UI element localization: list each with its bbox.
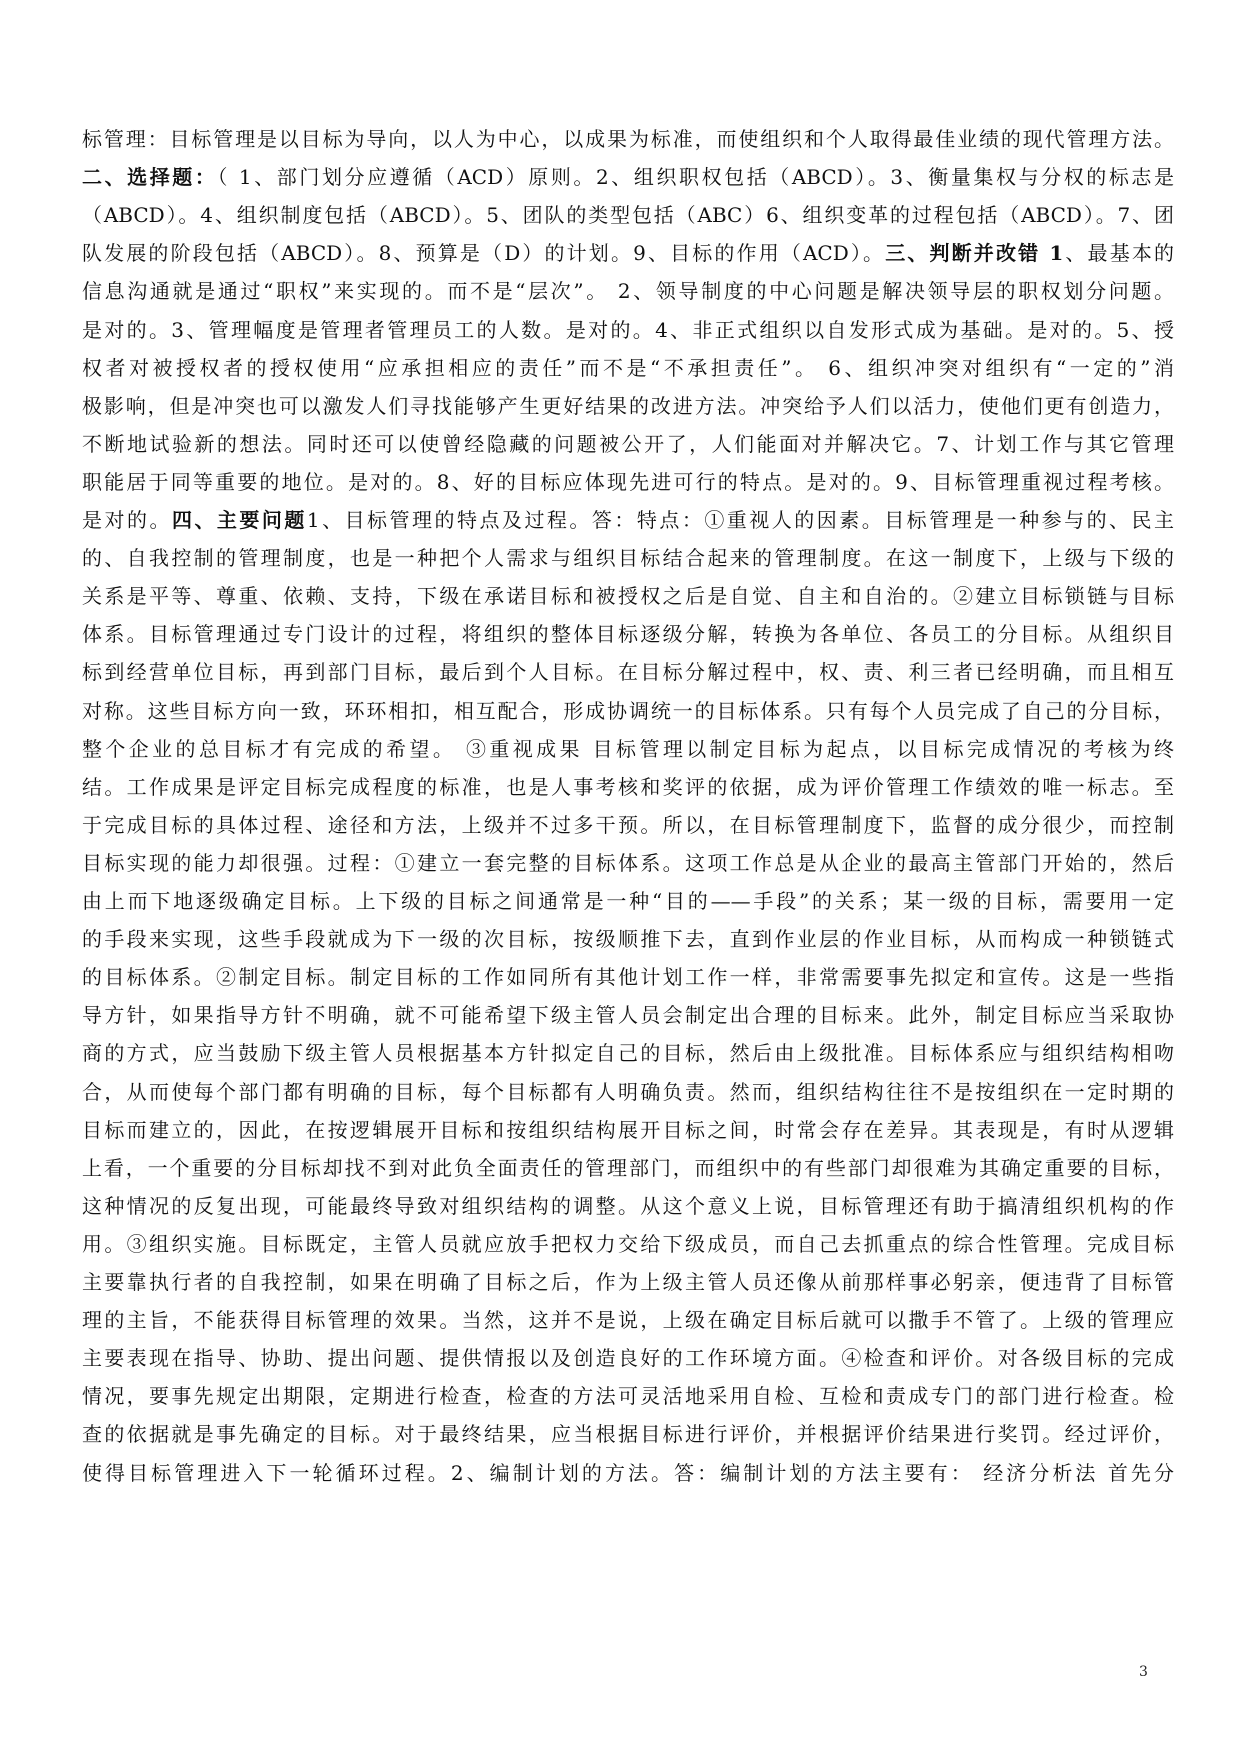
- text-segment: 主要靠执行者的自我控制，如果在明确了目标之后，作为上级主管人员还像从前那样事必躬亲，便违背了目标管: [82, 1270, 1174, 1294]
- bold-text-segment: 四、主要问题: [171, 508, 307, 532]
- text-segment: 不断地试验新的想法。同时还可以使曾经隐藏的问题被公开了，人们能面对并解决它。7、计划工作与其它管理: [82, 432, 1174, 456]
- text-line: [82, 196, 1174, 234]
- text-line: [82, 1149, 1174, 1187]
- text-segment: 标管理：目标管理是以目标为导向，以人为中心，以成果为标准，而使组织和个人取得最佳业绩的现代管理方法。: [82, 127, 1174, 151]
- text-line: [82, 768, 1174, 806]
- text-line: [82, 806, 1174, 844]
- text-line: [82, 920, 1174, 958]
- text-segment: 目标而建立的，因此，在按逻辑展开目标和按组织结构展开目标之间，时常会存在差异。其表现是，有时从逻辑: [82, 1118, 1174, 1142]
- text-segment: 的目标体系。②制定目标。制定目标的工作如同所有其他计划工作一样，非常需要事先拟定和宣传。这是一些指: [82, 965, 1174, 989]
- text-line: [82, 730, 1174, 768]
- text-line: [82, 844, 1174, 882]
- text-segment: 的手段来实现，这些手段就成为下一级的次目标，按级顺推下去，直到作业层的作业目标，从而构成一种锁链式: [82, 927, 1174, 951]
- text-segment: 标到经营单位目标，再到部门目标，最后到个人目标。在目标分解过程中，权、责、利三者已经明确，而且相互: [82, 660, 1174, 684]
- text-segment: 信息沟通就是通过“职权”来实现的。而不是“层次”。 2、领导制度的中心问题是解决领导层的职权划分问题。: [82, 279, 1174, 303]
- text-line: [82, 577, 1174, 615]
- text-segment: 理的主旨，不能获得目标管理的效果。当然，这并不是说，上级在确定目标后就可以撒手不管了。上级的管理应: [82, 1308, 1174, 1332]
- text-segment: 情况，要事先规定出期限，定期进行检查，检查的方法可灵活地采用自检、互检和责成专门的部门进行检查。检: [82, 1384, 1174, 1408]
- text-line: [82, 615, 1174, 653]
- text-segment: 是对的。3、管理幅度是管理者管理员工的人数。是对的。4、非正式组织以自发形式成为基础。是对的。5、授: [82, 318, 1174, 342]
- text-line: [82, 387, 1174, 425]
- text-line: [82, 1377, 1174, 1415]
- text-line: [82, 120, 1174, 158]
- text-segment: 导方针，如果指导方针不明确，就不可能希望下级主管人员会制定出合理的目标来。此外，制定目标应当采取协: [82, 1003, 1174, 1027]
- text-segment: 1、目标管理的特点及过程。答：特点：①重视人的因素。目标管理是一种参与的、民主: [306, 508, 1175, 532]
- text-segment: 整个企业的总目标才有完成的希望。 ③重视成果 目标管理以制定目标为起点，以目标完成情况的考核为终: [82, 737, 1174, 761]
- text-line: [82, 311, 1174, 349]
- text-line: [82, 1111, 1174, 1149]
- text-segment: 关系是平等、尊重、依赖、支持，下级在承诺目标和被授权之后是自觉、自主和自治的。②建立目标锁链与目标: [82, 584, 1174, 608]
- text-line: [82, 349, 1174, 387]
- text-line: [82, 1415, 1174, 1453]
- text-segment: 目标实现的能力却很强。过程：①建立一套完整的目标体系。这项工作总是从企业的最高主管部门开始的，然后: [82, 851, 1174, 875]
- text-segment: 上看，一个重要的分目标却找不到对此负全面责任的管理部门，而组织中的有些部门却很难为其确定重要的目标，: [82, 1156, 1174, 1180]
- text-line: [82, 463, 1174, 501]
- text-line: [82, 1187, 1174, 1225]
- text-line: [82, 234, 1174, 272]
- text-segment: 主要表现在指导、协助、提出问题、提供情报以及创造良好的工作环境方面。④检查和评价。对各级目标的完成: [82, 1346, 1174, 1370]
- bold-text-segment: 三、判断并改错 1: [885, 241, 1064, 265]
- text-segment: 合，从而使每个部门都有明确的目标，每个目标都有人明确负责。然而，组织结构往往不是按组织在一定时期的: [82, 1080, 1174, 1104]
- text-line: [82, 653, 1174, 691]
- text-line: [82, 692, 1174, 730]
- text-line: [82, 1454, 1174, 1492]
- text-line: [82, 1301, 1174, 1339]
- text-segment: 查的依据就是事先确定的目标。对于最终结果，应当根据目标进行评价，并根据评价结果进行奖罚。经过评价，: [82, 1422, 1174, 1446]
- text-line: [82, 1073, 1174, 1111]
- text-segment: 队发展的阶段包括（ABCD）。8、预算是（D）的计划。9、目标的作用（ACD）。: [82, 241, 886, 265]
- text-segment: 商的方式，应当鼓励下级主管人员根据基本方针拟定自己的目标，然后由上级批准。目标体系应与组织结构相吻: [82, 1041, 1174, 1065]
- text-segment: 这种情况的反复出现，可能最终导致对组织结构的调整。从这个意义上说，目标管理还有助于搞清组织机构的作: [82, 1194, 1174, 1218]
- text-segment: 用。③组织实施。目标既定，主管人员就应放手把权力交给下级成员，而自己去抓重点的综合性管理。完成目标: [82, 1232, 1174, 1256]
- text-segment: 对称。这些目标方向一致，环环相扣，相互配合，形成协调统一的目标体系。只有每个人员完成了自己的分目标，: [82, 699, 1174, 723]
- text-line: [82, 501, 1174, 539]
- text-segment: 结。工作成果是评定目标完成程度的标准，也是人事考核和奖评的依据，成为评价管理工作绩效的唯一标志。至: [82, 775, 1174, 799]
- text-line: [82, 996, 1174, 1034]
- bold-text-segment: 二、选择题：: [82, 165, 218, 189]
- text-segment: 是对的。: [82, 508, 172, 532]
- text-segment: 职能居于同等重要的地位。是对的。8、好的目标应体现先进可行的特点。是对的。9、目标管理重视过程考核。: [82, 470, 1174, 494]
- text-segment: （ 1、部门划分应遵循（ACD）原则。2、组织职权包括（ABCD）。3、衡量集权与分权的标志是: [217, 165, 1175, 189]
- text-line: [82, 272, 1174, 310]
- text-segment: 于完成目标的具体过程、途径和方法，上级并不过多干预。所以，在目标管理制度下，监督的成分很少，而控制: [82, 813, 1174, 837]
- text-line: [82, 1225, 1174, 1263]
- page-number: 3: [1139, 1664, 1148, 1680]
- text-segment: （ABCD）。4、组织制度包括（ABCD）。5、团队的类型包括（ABC）6、组织变革的过程包括（ABCD）。7、团: [82, 203, 1174, 227]
- text-line: [82, 539, 1174, 577]
- text-line: [82, 1339, 1174, 1377]
- text-segment: 极影响，但是冲突也可以激发人们寻找能够产生更好结果的改进方法。冲突给予人们以活力，使他们更有创造力，: [82, 394, 1174, 418]
- text-line: [82, 158, 1174, 196]
- text-line: [82, 1034, 1174, 1072]
- text-segment: 、最基本的: [1063, 241, 1174, 265]
- text-line: [82, 1263, 1174, 1301]
- text-segment: 的、自我控制的管理制度，也是一种把个人需求与组织目标结合起来的管理制度。在这一制度下，上级与下级的: [82, 546, 1174, 570]
- text-line: [82, 425, 1174, 463]
- text-segment: 由上而下地逐级确定目标。上下级的目标之间通常是一种“目的——手段”的关系；某一级的目标，需要用一定: [82, 889, 1174, 913]
- text-segment: 体系。目标管理通过专门设计的过程，将组织的整体目标逐级分解，转换为各单位、各员工的分目标。从组织目: [82, 622, 1174, 646]
- text-line: [82, 882, 1174, 920]
- text-line: [82, 958, 1174, 996]
- text-segment: 使得目标管理进入下一轮循环过程。2、编制计划的方法。答：编制计划的方法主要有： 经济分析法 首先分: [82, 1461, 1174, 1485]
- text-segment: 权者对被授权者的授权使用“应承担相应的责任”而不是“不承担责任”。 6、组织冲突对组织有“一定的”消: [82, 356, 1174, 380]
